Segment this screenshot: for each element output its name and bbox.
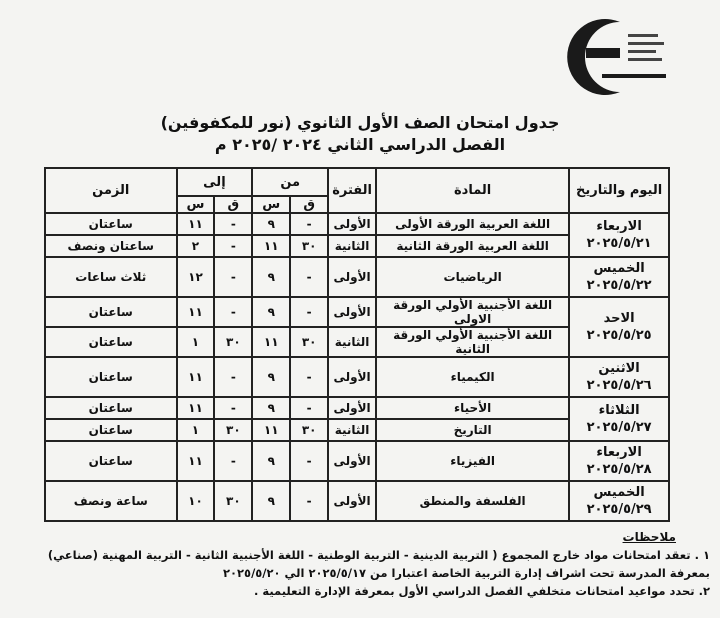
day-name: الاربعاء bbox=[596, 445, 642, 460]
header-to: إلى bbox=[177, 168, 253, 196]
from-hours-cell: ٩ bbox=[252, 297, 290, 327]
period-cell: الأولى bbox=[328, 441, 376, 481]
from-hours-cell: ١١ bbox=[252, 235, 290, 257]
table-row bbox=[45, 357, 669, 397]
duration-cell: ساعتان bbox=[45, 357, 177, 397]
notes-section bbox=[20, 528, 710, 600]
header-from: من bbox=[252, 168, 328, 196]
from-hours-cell: ١١ bbox=[252, 327, 290, 357]
to-hours-cell: ١١ bbox=[177, 213, 215, 235]
ministry-logo bbox=[562, 14, 672, 96]
day-name: الثلاثاء bbox=[598, 403, 640, 418]
period-cell: الأولى bbox=[328, 213, 376, 235]
from-hours-cell: ١١ bbox=[252, 419, 290, 441]
to-minutes-cell: ٣٠ bbox=[214, 419, 252, 441]
header-row bbox=[45, 168, 669, 196]
subject-cell: الأحياء bbox=[376, 397, 569, 419]
day-cell bbox=[569, 213, 669, 257]
to-hours-cell: ١ bbox=[177, 419, 215, 441]
note-line-3: ٢. تحدد مواعيد امتحانات متخلفي الفصل الدراسي الأول بمعرفة الإدارة التعليمية . bbox=[253, 584, 710, 598]
day-name: الاثنين bbox=[598, 361, 640, 376]
table-row bbox=[45, 397, 669, 419]
from-hours-cell: ٩ bbox=[252, 481, 290, 521]
day-name: الاحد bbox=[603, 311, 635, 326]
day-date: ٢٠٢٥/٥/٢١ bbox=[586, 236, 652, 251]
duration-cell: ساعتان bbox=[45, 327, 177, 357]
duration-cell: ساعتان ونصف bbox=[45, 235, 177, 257]
title-line-1: جدول امتحان الصف الأول الثانوي (نور للمكفوفين) bbox=[160, 113, 560, 132]
subject-cell: التاريخ bbox=[376, 419, 569, 441]
period-cell: الثانية bbox=[328, 419, 376, 441]
to-hours-cell: ١١ bbox=[177, 297, 215, 327]
day-cell bbox=[569, 357, 669, 397]
period-cell: الثانية bbox=[328, 327, 376, 357]
to-hours-cell: ١٠ bbox=[177, 481, 215, 521]
from-minutes-cell: - bbox=[290, 257, 328, 297]
from-hours-cell: ٩ bbox=[252, 357, 290, 397]
duration-cell: ساعة ونصف bbox=[45, 481, 177, 521]
day-name: الخميس bbox=[593, 485, 645, 500]
to-minutes-cell: - bbox=[214, 235, 252, 257]
header-subject: المادة bbox=[376, 168, 569, 213]
day-date: ٢٠٢٥/٥/٢٩ bbox=[586, 502, 652, 517]
day-cell bbox=[569, 481, 669, 521]
header-duration: الزمن bbox=[45, 168, 177, 213]
to-hours-cell: ١١ bbox=[177, 397, 215, 419]
header-day-date: اليوم والتاريخ bbox=[569, 168, 669, 213]
from-minutes-cell: - bbox=[290, 297, 328, 327]
from-minutes-cell: - bbox=[290, 213, 328, 235]
duration-cell: ساعتان bbox=[45, 297, 177, 327]
notes-title: ملاحظات bbox=[622, 530, 676, 544]
from-minutes-cell: ٣٠ bbox=[290, 327, 328, 357]
subject-cell: الفيزياء bbox=[376, 441, 569, 481]
subject-cell: اللغة الأجنبية الأولي الورقة الثانية bbox=[376, 327, 569, 357]
header-to-hours: س bbox=[177, 196, 215, 213]
table-row bbox=[45, 297, 669, 327]
day-name: الاربعاء bbox=[596, 219, 642, 234]
from-minutes-cell: - bbox=[290, 481, 328, 521]
period-cell: الأولى bbox=[328, 257, 376, 297]
to-hours-cell: ١١ bbox=[177, 357, 215, 397]
period-cell: الأولى bbox=[328, 357, 376, 397]
from-hours-cell: ٩ bbox=[252, 213, 290, 235]
period-cell: الأولى bbox=[328, 481, 376, 521]
title-line-2: الفصل الدراسي الثاني ٢٠٢٤ /٢٠٢٥ م bbox=[214, 135, 506, 154]
from-minutes-cell: - bbox=[290, 357, 328, 397]
from-hours-cell: ٩ bbox=[252, 397, 290, 419]
day-cell bbox=[569, 297, 669, 357]
day-date: ٢٠٢٥/٥/٢٥ bbox=[586, 328, 652, 343]
from-minutes-cell: ٣٠ bbox=[290, 419, 328, 441]
subject-cell: الكيمياء bbox=[376, 357, 569, 397]
to-minutes-cell: ٣٠ bbox=[214, 327, 252, 357]
subject-cell: الرياضيات bbox=[376, 257, 569, 297]
from-hours-cell: ٩ bbox=[252, 441, 290, 481]
note-line-1: ١ . تعقد امتحانات مواد خارج المجموع ( التربية الدينية - التربية الوطنية - اللغة الأجنبية الثانية - التربية المهنية (صناعي) bbox=[47, 548, 710, 562]
exam-schedule-table bbox=[44, 167, 670, 522]
from-minutes-cell: - bbox=[290, 397, 328, 419]
to-minutes-cell: - bbox=[214, 397, 252, 419]
subject-cell: اللغة العربية الورقة الأولى bbox=[376, 213, 569, 235]
subject-cell: اللغة الأجنبية الأولي الورقة الاولى bbox=[376, 297, 569, 327]
table-row bbox=[45, 481, 669, 521]
to-hours-cell: ١٢ bbox=[177, 257, 215, 297]
note-line-2: بمعرفة المدرسة تحت اشراف إدارة التربية الخاصة اعتبارا من ٢٠٢٥/٥/١٧ الي ٢٠٢٥/٥/٢٠ bbox=[223, 566, 710, 580]
title-block bbox=[100, 112, 620, 156]
to-hours-cell: ١١ bbox=[177, 441, 215, 481]
duration-cell: ساعتان bbox=[45, 213, 177, 235]
day-date: ٢٠٢٥/٥/٢٧ bbox=[586, 420, 652, 435]
to-minutes-cell: ٣٠ bbox=[214, 481, 252, 521]
table-row bbox=[45, 213, 669, 235]
day-date: ٢٠٢٥/٥/٢٢ bbox=[586, 278, 652, 293]
period-cell: الثانية bbox=[328, 235, 376, 257]
header-from-minutes: ق bbox=[290, 196, 328, 213]
day-cell bbox=[569, 397, 669, 441]
table-row bbox=[45, 257, 669, 297]
day-name: الخميس bbox=[593, 261, 645, 276]
subject-cell: الفلسفة والمنطق bbox=[376, 481, 569, 521]
to-minutes-cell: - bbox=[214, 257, 252, 297]
day-date: ٢٠٢٥/٥/٢٦ bbox=[586, 378, 652, 393]
to-minutes-cell: - bbox=[214, 213, 252, 235]
period-cell: الأولى bbox=[328, 297, 376, 327]
duration-cell: ساعتان bbox=[45, 397, 177, 419]
period-cell: الأولى bbox=[328, 397, 376, 419]
to-minutes-cell: - bbox=[214, 357, 252, 397]
duration-cell: ساعتان bbox=[45, 419, 177, 441]
duration-cell: ساعتان bbox=[45, 441, 177, 481]
header-period: الفترة bbox=[328, 168, 376, 213]
table-row bbox=[45, 441, 669, 481]
day-cell bbox=[569, 441, 669, 481]
day-date: ٢٠٢٥/٥/٢٨ bbox=[586, 462, 652, 477]
from-hours-cell: ٩ bbox=[252, 257, 290, 297]
to-minutes-cell: - bbox=[214, 441, 252, 481]
subject-cell: اللغة العربية الورقة الثانية bbox=[376, 235, 569, 257]
to-minutes-cell: - bbox=[214, 297, 252, 327]
header-from-hours: س bbox=[252, 196, 290, 213]
to-hours-cell: ١ bbox=[177, 327, 215, 357]
from-minutes-cell: ٣٠ bbox=[290, 235, 328, 257]
duration-cell: ثلاث ساعات bbox=[45, 257, 177, 297]
header-to-minutes: ق bbox=[214, 196, 252, 213]
to-hours-cell: ٢ bbox=[177, 235, 215, 257]
from-minutes-cell: - bbox=[290, 441, 328, 481]
day-cell bbox=[569, 257, 669, 297]
